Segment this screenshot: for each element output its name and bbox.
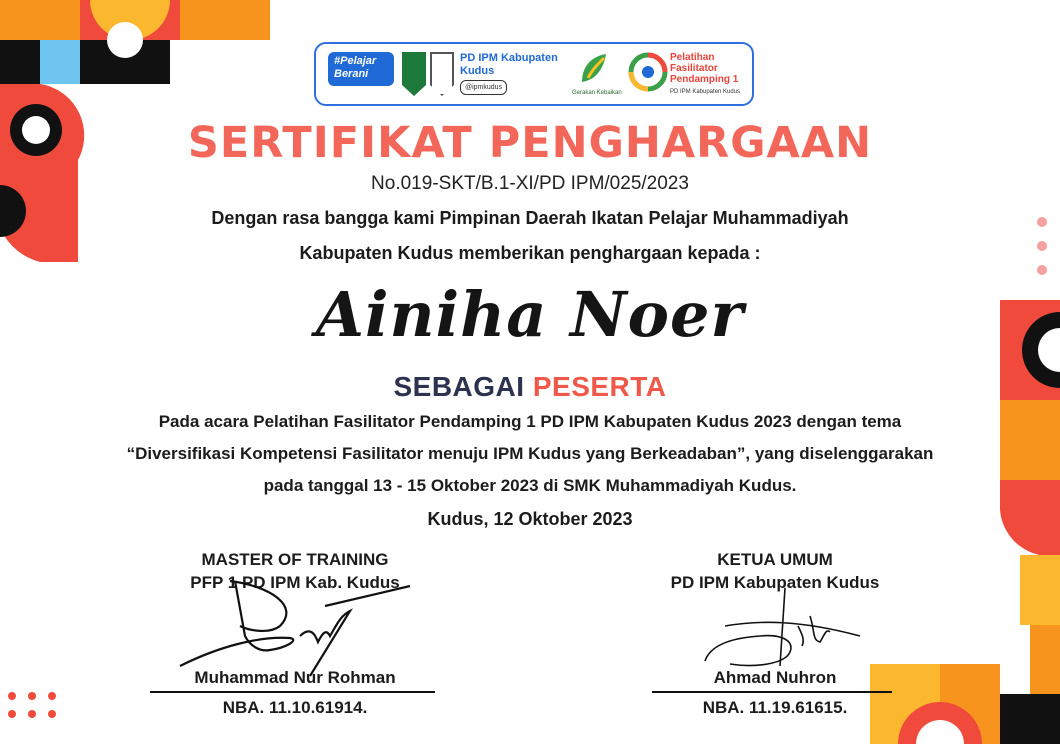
intro-line-2: Kabupaten Kudus memberikan penghargaan kepada : <box>299 243 761 263</box>
pd-ipm-logo <box>460 52 572 95</box>
place-date: Kudus, 12 Oktober 2023 <box>427 509 633 529</box>
leaf-logo-caption: Gerakan Kebaikan <box>572 90 622 96</box>
signatory-subtitle: PFP 1 PD IPM Kab. Kudus <box>190 573 400 592</box>
certificate-number: No.019-SKT/B.1-XI/PD IPM/025/2023 <box>371 173 689 194</box>
signatory-subtitle: PD IPM Kabupaten Kudus <box>670 573 880 592</box>
certificate-title: SERTIFIKAT PENGHARGAAN <box>187 118 873 168</box>
description-line-2: “Diversifikasi Kompetensi Fasilitator menuju IPM Kudus yang Berkeadaban”, yang diselenggarakan <box>126 444 934 463</box>
signatory-title: MASTER OF TRAINING <box>201 550 389 569</box>
signatory-name: Ahmad Nuhron <box>713 668 837 687</box>
pelatihan-emblem-icon <box>628 52 668 92</box>
leaf-icon <box>578 52 608 86</box>
leaf-logo <box>572 52 622 96</box>
recipient-role <box>0 371 1060 403</box>
signatory-name: Muhammad Nur Rohman <box>194 668 396 687</box>
pelatihan-label: Pelatihan Fasilitator Pendamping 1 <box>670 52 739 85</box>
pelatihan-sublabel: PD IPM Kabupaten Kudus <box>670 89 741 95</box>
recipient-name: Ainiha Noer <box>315 278 745 351</box>
signature-line <box>150 691 435 693</box>
description-line-3: pada tanggal 13 - 15 Oktober 2023 di SMK Muhammadiyah Kudus. <box>263 476 797 495</box>
regency-shield-logo <box>430 52 454 96</box>
pelatihan-logo <box>628 52 668 92</box>
muhammadiyah-shield-logo <box>402 52 426 96</box>
pelajar-berani-logo: #Pelajar Berani <box>328 52 394 86</box>
description-line-1: Pada acara Pelatihan Fasilitator Pendamping 1 PD IPM Kabupaten Kudus 2023 dengan tema <box>158 412 902 431</box>
signature-line <box>652 691 892 693</box>
role-prefix: SEBAGAI <box>393 371 525 402</box>
signatory-title: KETUA UMUM <box>717 550 833 569</box>
signatory-ketua-umum <box>630 548 920 728</box>
logo-bar <box>314 42 754 106</box>
bottom-left-dots <box>0 686 70 726</box>
signatory-master-of-training <box>150 548 440 728</box>
role-value: PESERTA <box>532 371 667 402</box>
signatory-nba: NBA. 11.10.61914. <box>222 698 368 717</box>
pd-ipm-label: PD IPM Kabupaten Kudus <box>460 52 558 77</box>
intro-line-1: Dengan rasa bangga kami Pimpinan Daerah Ikatan Pelajar Muhammadiyah <box>211 208 849 228</box>
signatory-nba: NBA. 11.19.61615. <box>702 698 848 717</box>
pd-ipm-handle: @ipmkudus <box>460 80 507 95</box>
pelatihan-logo-text <box>670 52 754 98</box>
